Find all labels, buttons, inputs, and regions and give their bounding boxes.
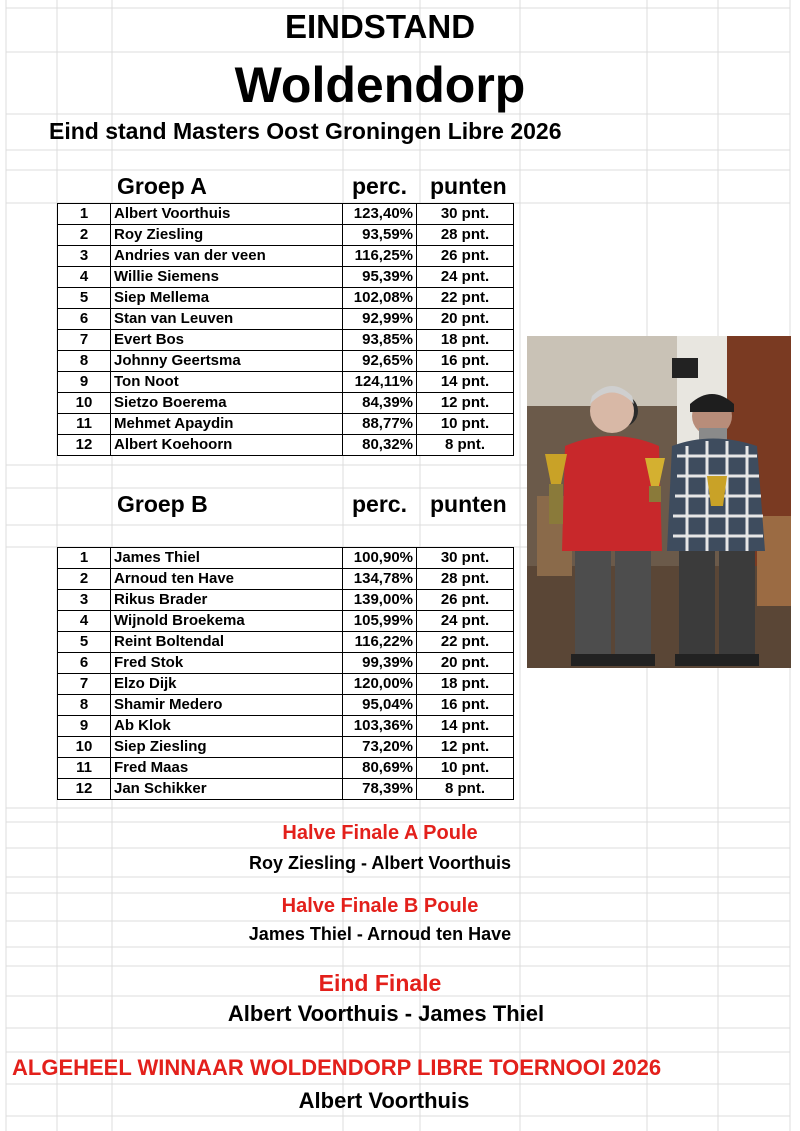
overall-winner-title: ALGEHEEL WINNAAR WOLDENDORP LIBRE TOERNOOI 2026: [12, 1055, 662, 1080]
row-rank: 3: [58, 246, 111, 267]
group-a-perc-header: perc.: [352, 173, 407, 199]
table-row: [58, 246, 514, 267]
row-rank: 10: [58, 393, 111, 414]
row-rank: 8: [58, 695, 111, 716]
row-rank: 3: [58, 590, 111, 611]
row-rank: 6: [58, 653, 111, 674]
header-title-main: Woldendorp: [234, 57, 526, 113]
row-player-name: Evert Bos: [111, 330, 343, 351]
row-player-name: Albert Voorthuis: [111, 204, 343, 225]
row-rank: 1: [58, 204, 111, 225]
row-player-name: Andries van der veen: [111, 246, 343, 267]
row-points: 18 pnt.: [417, 674, 514, 695]
row-percentage: 84,39%: [343, 393, 417, 414]
row-percentage: 88,77%: [343, 414, 417, 435]
row-player-name: Willie Siemens: [111, 267, 343, 288]
table-row: [58, 225, 514, 246]
row-rank: 7: [58, 674, 111, 695]
row-points: 18 pnt.: [417, 330, 514, 351]
row-points: 10 pnt.: [417, 414, 514, 435]
row-percentage: 92,65%: [343, 351, 417, 372]
row-player-name: Ab Klok: [111, 716, 343, 737]
row-points: 28 pnt.: [417, 569, 514, 590]
group-a-table: [57, 203, 514, 456]
row-player-name: James Thiel: [111, 548, 343, 569]
row-points: 16 pnt.: [417, 351, 514, 372]
row-rank: 12: [58, 779, 111, 800]
header-subtitle: Eind stand Masters Oost Groningen Libre 2026: [49, 118, 562, 144]
group-b-table: [57, 547, 514, 800]
row-rank: 11: [58, 414, 111, 435]
row-rank: 9: [58, 372, 111, 393]
row-player-name: Stan van Leuven: [111, 309, 343, 330]
table-row: [58, 309, 514, 330]
row-percentage: 93,59%: [343, 225, 417, 246]
row-player-name: Roy Ziesling: [111, 225, 343, 246]
row-player-name: Siep Mellema: [111, 288, 343, 309]
row-percentage: 123,40%: [343, 204, 417, 225]
row-percentage: 100,90%: [343, 548, 417, 569]
row-player-name: Ton Noot: [111, 372, 343, 393]
row-points: 20 pnt.: [417, 653, 514, 674]
table-row: [58, 695, 514, 716]
table-row: [58, 204, 514, 225]
row-points: 14 pnt.: [417, 716, 514, 737]
row-rank: 4: [58, 267, 111, 288]
group-b-title: Groep B: [117, 491, 208, 517]
row-rank: 7: [58, 330, 111, 351]
table-row: [58, 393, 514, 414]
table-row: [58, 330, 514, 351]
table-row: [58, 351, 514, 372]
row-percentage: 92,99%: [343, 309, 417, 330]
row-points: 30 pnt.: [417, 204, 514, 225]
table-row: [58, 716, 514, 737]
row-percentage: 102,08%: [343, 288, 417, 309]
row-rank: 1: [58, 548, 111, 569]
row-player-name: Arnoud ten Have: [111, 569, 343, 590]
semi-final-b-match: James Thiel - Arnoud ten Have: [248, 924, 512, 944]
table-row: [58, 611, 514, 632]
row-player-name: Shamir Medero: [111, 695, 343, 716]
group-a-title: Groep A: [117, 173, 207, 199]
row-points: 14 pnt.: [417, 372, 514, 393]
row-points: 24 pnt.: [417, 267, 514, 288]
row-player-name: Rikus Brader: [111, 590, 343, 611]
row-player-name: Siep Ziesling: [111, 737, 343, 758]
row-player-name: Fred Stok: [111, 653, 343, 674]
row-points: 26 pnt.: [417, 590, 514, 611]
row-rank: 5: [58, 288, 111, 309]
row-rank: 8: [58, 351, 111, 372]
group-b-perc-header: perc.: [352, 491, 407, 517]
final-title: Eind Finale: [318, 970, 442, 996]
row-points: 28 pnt.: [417, 225, 514, 246]
row-points: 26 pnt.: [417, 246, 514, 267]
row-percentage: 139,00%: [343, 590, 417, 611]
row-rank: 4: [58, 611, 111, 632]
row-percentage: 93,85%: [343, 330, 417, 351]
row-points: 12 pnt.: [417, 393, 514, 414]
row-percentage: 116,22%: [343, 632, 417, 653]
table-row: [58, 590, 514, 611]
row-percentage: 95,39%: [343, 267, 417, 288]
group-b-punten-header: punten: [430, 491, 507, 517]
semi-final-b-title: Halve Finale B Poule: [281, 895, 479, 917]
row-points: 20 pnt.: [417, 309, 514, 330]
semi-final-a-title: Halve Finale A Poule: [282, 822, 478, 844]
row-percentage: 120,00%: [343, 674, 417, 695]
row-percentage: 105,99%: [343, 611, 417, 632]
row-rank: 9: [58, 716, 111, 737]
table-row: [58, 372, 514, 393]
row-points: 16 pnt.: [417, 695, 514, 716]
table-row: [58, 414, 514, 435]
row-player-name: Fred Maas: [111, 758, 343, 779]
row-percentage: 124,11%: [343, 372, 417, 393]
row-player-name: Wijnold Broekema: [111, 611, 343, 632]
row-percentage: 99,39%: [343, 653, 417, 674]
row-percentage: 103,36%: [343, 716, 417, 737]
table-row: [58, 737, 514, 758]
row-percentage: 80,69%: [343, 758, 417, 779]
table-row: [58, 632, 514, 653]
winners-photo: [527, 336, 791, 668]
table-row: [58, 674, 514, 695]
row-player-name: Reint Boltendal: [111, 632, 343, 653]
row-percentage: 73,20%: [343, 737, 417, 758]
table-row: [58, 779, 514, 800]
table-row: [58, 758, 514, 779]
row-points: 10 pnt.: [417, 758, 514, 779]
row-rank: 2: [58, 225, 111, 246]
row-player-name: Albert Koehoorn: [111, 435, 343, 456]
row-points: 8 pnt.: [417, 435, 514, 456]
row-percentage: 95,04%: [343, 695, 417, 716]
row-percentage: 78,39%: [343, 779, 417, 800]
row-points: 12 pnt.: [417, 737, 514, 758]
row-percentage: 134,78%: [343, 569, 417, 590]
row-player-name: Mehmet Apaydin: [111, 414, 343, 435]
row-rank: 2: [58, 569, 111, 590]
header-title-top: EINDSTAND: [284, 8, 476, 45]
table-row: [58, 435, 514, 456]
row-points: 24 pnt.: [417, 611, 514, 632]
row-rank: 11: [58, 758, 111, 779]
table-row: [58, 288, 514, 309]
group-a-punten-header: punten: [430, 173, 507, 199]
table-row: [58, 569, 514, 590]
row-percentage: 80,32%: [343, 435, 417, 456]
row-points: 8 pnt.: [417, 779, 514, 800]
overall-winner-name: Albert Voorthuis: [298, 1088, 470, 1113]
row-player-name: Sietzo Boerema: [111, 393, 343, 414]
table-row: [58, 653, 514, 674]
row-rank: 12: [58, 435, 111, 456]
semi-final-a-match: Roy Ziesling - Albert Voorthuis: [248, 853, 511, 873]
row-percentage: 116,25%: [343, 246, 417, 267]
row-points: 22 pnt.: [417, 288, 514, 309]
final-match: Albert Voorthuis - James Thiel: [227, 1001, 545, 1026]
row-points: 30 pnt.: [417, 548, 514, 569]
table-row: [58, 548, 514, 569]
row-player-name: Johnny Geertsma: [111, 351, 343, 372]
row-points: 22 pnt.: [417, 632, 514, 653]
row-rank: 5: [58, 632, 111, 653]
row-player-name: Elzo Dijk: [111, 674, 343, 695]
row-rank: 10: [58, 737, 111, 758]
table-row: [58, 267, 514, 288]
row-player-name: Jan Schikker: [111, 779, 343, 800]
row-rank: 6: [58, 309, 111, 330]
